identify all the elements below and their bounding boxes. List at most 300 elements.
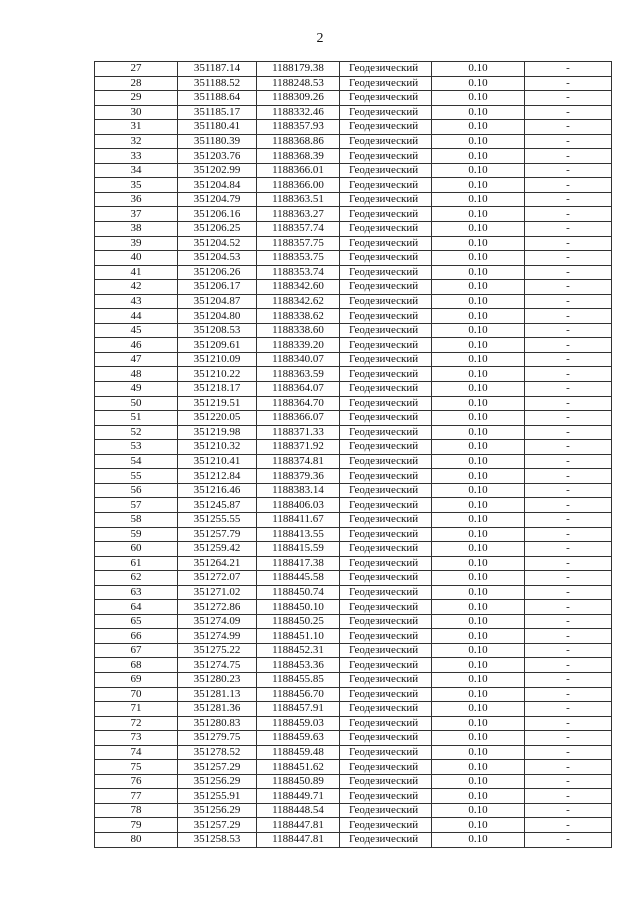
cell-accuracy: 0.10 [432,440,525,455]
cell-coord-x: 351255.91 [178,789,257,804]
cell-method: Геодезический [340,789,432,804]
cell-coord-x: 351256.29 [178,774,257,789]
cell-note: - [525,134,612,149]
cell-point-number: 71 [95,702,178,717]
cell-accuracy: 0.10 [432,338,525,353]
cell-coord-y: 1188449.71 [257,789,340,804]
table-row [95,527,612,542]
cell-note: - [525,309,612,324]
cell-point-number: 66 [95,629,178,644]
cell-accuracy: 0.10 [432,614,525,629]
table-row [95,803,612,818]
cell-point-number: 64 [95,600,178,615]
cell-point-number: 74 [95,745,178,760]
table-row [95,207,612,222]
cell-accuracy: 0.10 [432,643,525,658]
cell-coord-y: 1188366.07 [257,411,340,426]
cell-note: - [525,367,612,382]
cell-accuracy: 0.10 [432,251,525,266]
table-row [95,425,612,440]
cell-point-number: 38 [95,222,178,237]
cell-note: - [525,440,612,455]
table-row [95,745,612,760]
cell-coord-y: 1188459.48 [257,745,340,760]
cell-accuracy: 0.10 [432,542,525,557]
cell-method: Геодезический [340,338,432,353]
cell-method: Геодезический [340,251,432,266]
cell-accuracy: 0.10 [432,207,525,222]
table-row [95,294,612,309]
cell-method: Геодезический [340,134,432,149]
cell-accuracy: 0.10 [432,192,525,207]
cell-method: Геодезический [340,192,432,207]
cell-method: Геодезический [340,629,432,644]
cell-coord-y: 1188451.62 [257,760,340,775]
table-row [95,643,612,658]
cell-point-number: 50 [95,396,178,411]
cell-point-number: 55 [95,469,178,484]
cell-coord-x: 351272.86 [178,600,257,615]
cell-accuracy: 0.10 [432,396,525,411]
cell-coord-y: 1188179.38 [257,62,340,77]
cell-coord-y: 1188450.89 [257,774,340,789]
cell-accuracy: 0.10 [432,585,525,600]
table-row [95,556,612,571]
cell-note: - [525,498,612,513]
cell-method: Геодезический [340,571,432,586]
cell-accuracy: 0.10 [432,760,525,775]
cell-point-number: 27 [95,62,178,77]
cell-coord-y: 1188338.62 [257,309,340,324]
cell-note: - [525,149,612,164]
cell-coord-y: 1188447.81 [257,818,340,833]
cell-note: - [525,352,612,367]
cell-accuracy: 0.10 [432,832,525,847]
cell-method: Геодезический [340,425,432,440]
cell-method: Геодезический [340,818,432,833]
cell-accuracy: 0.10 [432,280,525,295]
cell-method: Геодезический [340,280,432,295]
cell-point-number: 44 [95,309,178,324]
table-row [95,789,612,804]
table-row [95,192,612,207]
cell-point-number: 40 [95,251,178,266]
cell-note: - [525,702,612,717]
cell-method: Геодезический [340,512,432,527]
cell-accuracy: 0.10 [432,236,525,251]
cell-note: - [525,265,612,280]
cell-accuracy: 0.10 [432,309,525,324]
cell-accuracy: 0.10 [432,571,525,586]
table-row [95,149,612,164]
cell-accuracy: 0.10 [432,469,525,484]
cell-coord-x: 351209.61 [178,338,257,353]
cell-method: Геодезический [340,236,432,251]
cell-note: - [525,731,612,746]
cell-point-number: 30 [95,105,178,120]
cell-method: Геодезический [340,469,432,484]
cell-note: - [525,192,612,207]
cell-point-number: 75 [95,760,178,775]
cell-method: Геодезический [340,600,432,615]
cell-accuracy: 0.10 [432,731,525,746]
table-row [95,440,612,455]
cell-note: - [525,527,612,542]
cell-coord-x: 351279.75 [178,731,257,746]
table-row [95,265,612,280]
cell-point-number: 76 [95,774,178,789]
cell-note: - [525,745,612,760]
table-row [95,672,612,687]
cell-coord-x: 351274.75 [178,658,257,673]
cell-coord-x: 351281.13 [178,687,257,702]
cell-accuracy: 0.10 [432,803,525,818]
cell-accuracy: 0.10 [432,745,525,760]
cell-point-number: 43 [95,294,178,309]
cell-note: - [525,425,612,440]
cell-coord-x: 351180.39 [178,134,257,149]
table-row [95,396,612,411]
cell-method: Геодезический [340,352,432,367]
cell-point-number: 78 [95,803,178,818]
cell-accuracy: 0.10 [432,672,525,687]
cell-coord-x: 351203.76 [178,149,257,164]
cell-coord-y: 1188452.31 [257,643,340,658]
cell-method: Геодезический [340,323,432,338]
cell-coord-y: 1188364.07 [257,382,340,397]
cell-coord-y: 1188338.60 [257,323,340,338]
cell-accuracy: 0.10 [432,716,525,731]
cell-coord-y: 1188383.14 [257,483,340,498]
cell-note: - [525,62,612,77]
cell-point-number: 28 [95,76,178,91]
cell-coord-x: 351216.46 [178,483,257,498]
cell-coord-x: 351274.09 [178,614,257,629]
table-row [95,323,612,338]
cell-coord-x: 351210.22 [178,367,257,382]
cell-coord-x: 351271.02 [178,585,257,600]
table-row [95,222,612,237]
cell-point-number: 31 [95,120,178,135]
cell-point-number: 49 [95,382,178,397]
cell-coord-y: 1188406.03 [257,498,340,513]
cell-method: Геодезический [340,163,432,178]
cell-coord-x: 351220.05 [178,411,257,426]
table-row [95,702,612,717]
cell-note: - [525,454,612,469]
cell-accuracy: 0.10 [432,498,525,513]
cell-accuracy: 0.10 [432,483,525,498]
cell-note: - [525,687,612,702]
cell-coord-y: 1188357.74 [257,222,340,237]
cell-coord-x: 351258.53 [178,832,257,847]
cell-coord-y: 1188357.75 [257,236,340,251]
cell-method: Геодезический [340,556,432,571]
cell-note: - [525,294,612,309]
cell-note: - [525,614,612,629]
table-row [95,236,612,251]
table-row [95,251,612,266]
cell-point-number: 73 [95,731,178,746]
cell-accuracy: 0.10 [432,76,525,91]
cell-point-number: 62 [95,571,178,586]
cell-accuracy: 0.10 [432,454,525,469]
cell-method: Геодезический [340,527,432,542]
cell-coord-y: 1188445.58 [257,571,340,586]
cell-accuracy: 0.10 [432,105,525,120]
cell-note: - [525,76,612,91]
cell-coord-x: 351204.52 [178,236,257,251]
table-row [95,411,612,426]
cell-point-number: 57 [95,498,178,513]
table-row [95,512,612,527]
cell-note: - [525,512,612,527]
cell-note: - [525,600,612,615]
cell-method: Геодезический [340,309,432,324]
cell-accuracy: 0.10 [432,687,525,702]
table-row [95,338,612,353]
cell-coord-x: 351204.53 [178,251,257,266]
cell-accuracy: 0.10 [432,629,525,644]
cell-coord-x: 351257.79 [178,527,257,542]
cell-point-number: 70 [95,687,178,702]
cell-method: Геодезический [340,585,432,600]
cell-point-number: 63 [95,585,178,600]
cell-coord-x: 351274.99 [178,629,257,644]
table-row [95,352,612,367]
cell-method: Геодезический [340,382,432,397]
cell-accuracy: 0.10 [432,222,525,237]
cell-coord-x: 351206.26 [178,265,257,280]
cell-coord-y: 1188455.85 [257,672,340,687]
cell-point-number: 53 [95,440,178,455]
cell-accuracy: 0.10 [432,382,525,397]
table-row [95,571,612,586]
cell-note: - [525,396,612,411]
cell-note: - [525,643,612,658]
cell-accuracy: 0.10 [432,62,525,77]
cell-coord-y: 1188342.60 [257,280,340,295]
cell-method: Геодезический [340,745,432,760]
cell-coord-y: 1188448.54 [257,803,340,818]
cell-note: - [525,207,612,222]
cell-point-number: 47 [95,352,178,367]
table-row [95,731,612,746]
cell-coord-x: 351202.99 [178,163,257,178]
cell-accuracy: 0.10 [432,265,525,280]
cell-point-number: 58 [95,512,178,527]
table-row [95,178,612,193]
cell-coord-x: 351280.23 [178,672,257,687]
cell-coord-y: 1188456.70 [257,687,340,702]
table-row [95,120,612,135]
cell-coord-y: 1188450.25 [257,614,340,629]
cell-coord-x: 351257.29 [178,760,257,775]
cell-point-number: 34 [95,163,178,178]
cell-method: Геодезический [340,149,432,164]
cell-method: Геодезический [340,440,432,455]
cell-accuracy: 0.10 [432,178,525,193]
table-row [95,585,612,600]
cell-note: - [525,105,612,120]
table-row [95,62,612,77]
cell-coord-y: 1188368.86 [257,134,340,149]
cell-note: - [525,571,612,586]
cell-coord-x: 351210.41 [178,454,257,469]
cell-accuracy: 0.10 [432,411,525,426]
cell-note: - [525,803,612,818]
cell-note: - [525,251,612,266]
cell-method: Геодезический [340,702,432,717]
cell-coord-x: 351188.64 [178,91,257,106]
cell-coord-x: 351206.25 [178,222,257,237]
cell-method: Геодезический [340,803,432,818]
cell-coord-y: 1188342.62 [257,294,340,309]
cell-accuracy: 0.10 [432,789,525,804]
cell-point-number: 37 [95,207,178,222]
cell-accuracy: 0.10 [432,425,525,440]
cell-coord-x: 351219.51 [178,396,257,411]
cell-point-number: 80 [95,832,178,847]
cell-method: Геодезический [340,178,432,193]
cell-coord-x: 351204.79 [178,192,257,207]
cell-coord-y: 1188417.38 [257,556,340,571]
coordinates-table [94,61,612,848]
cell-method: Геодезический [340,643,432,658]
cell-note: - [525,658,612,673]
cell-method: Геодезический [340,76,432,91]
cell-coord-y: 1188357.93 [257,120,340,135]
table-row [95,382,612,397]
cell-coord-x: 351264.21 [178,556,257,571]
cell-note: - [525,818,612,833]
cell-coord-y: 1188368.39 [257,149,340,164]
table-row [95,774,612,789]
cell-coord-x: 351278.52 [178,745,257,760]
cell-point-number: 36 [95,192,178,207]
cell-coord-x: 351259.42 [178,542,257,557]
cell-coord-x: 351206.16 [178,207,257,222]
cell-point-number: 45 [95,323,178,338]
table-row [95,454,612,469]
cell-coord-y: 1188363.59 [257,367,340,382]
cell-coord-y: 1188364.70 [257,396,340,411]
cell-method: Геодезический [340,207,432,222]
cell-accuracy: 0.10 [432,367,525,382]
cell-point-number: 52 [95,425,178,440]
cell-method: Геодезический [340,716,432,731]
cell-method: Геодезический [340,832,432,847]
table-row [95,600,612,615]
table-row [95,658,612,673]
cell-note: - [525,469,612,484]
cell-note: - [525,542,612,557]
cell-note: - [525,760,612,775]
cell-coord-y: 1188366.01 [257,163,340,178]
cell-accuracy: 0.10 [432,658,525,673]
cell-point-number: 42 [95,280,178,295]
cell-coord-x: 351204.87 [178,294,257,309]
cell-coord-y: 1188451.10 [257,629,340,644]
cell-accuracy: 0.10 [432,527,525,542]
cell-point-number: 77 [95,789,178,804]
table-row [95,498,612,513]
cell-coord-x: 351185.17 [178,105,257,120]
cell-coord-x: 351255.55 [178,512,257,527]
cell-method: Геодезический [340,498,432,513]
cell-note: - [525,178,612,193]
table-row [95,367,612,382]
cell-coord-y: 1188459.63 [257,731,340,746]
table-row [95,105,612,120]
cell-coord-y: 1188340.07 [257,352,340,367]
cell-coord-y: 1188363.27 [257,207,340,222]
cell-accuracy: 0.10 [432,149,525,164]
cell-note: - [525,120,612,135]
cell-method: Геодезический [340,294,432,309]
cell-coord-y: 1188309.26 [257,91,340,106]
cell-coord-y: 1188415.59 [257,542,340,557]
cell-coord-y: 1188363.51 [257,192,340,207]
table-row [95,832,612,847]
cell-point-number: 41 [95,265,178,280]
cell-coord-y: 1188453.36 [257,658,340,673]
table-row [95,629,612,644]
table-row [95,818,612,833]
cell-coord-x: 351257.29 [178,818,257,833]
cell-method: Геодезический [340,774,432,789]
cell-coord-x: 351187.14 [178,62,257,77]
cell-note: - [525,629,612,644]
cell-coord-y: 1188371.33 [257,425,340,440]
cell-accuracy: 0.10 [432,512,525,527]
page-number: 2 [316,31,324,46]
cell-method: Геодезический [340,614,432,629]
cell-accuracy: 0.10 [432,774,525,789]
cell-coord-y: 1188374.81 [257,454,340,469]
cell-accuracy: 0.10 [432,352,525,367]
cell-point-number: 46 [95,338,178,353]
cell-coord-y: 1188248.53 [257,76,340,91]
cell-point-number: 56 [95,483,178,498]
cell-coord-y: 1188457.91 [257,702,340,717]
table-row [95,163,612,178]
cell-point-number: 32 [95,134,178,149]
table-row [95,309,612,324]
cell-point-number: 69 [95,672,178,687]
cell-note: - [525,280,612,295]
cell-point-number: 65 [95,614,178,629]
cell-method: Геодезический [340,658,432,673]
cell-point-number: 48 [95,367,178,382]
cell-method: Геодезический [340,454,432,469]
cell-accuracy: 0.10 [432,600,525,615]
cell-point-number: 29 [95,91,178,106]
cell-coord-y: 1188353.74 [257,265,340,280]
table-row [95,483,612,498]
cell-coord-x: 351219.98 [178,425,257,440]
cell-point-number: 51 [95,411,178,426]
cell-coord-y: 1188371.92 [257,440,340,455]
cell-coord-x: 351188.52 [178,76,257,91]
cell-method: Геодезический [340,483,432,498]
cell-accuracy: 0.10 [432,556,525,571]
cell-coord-y: 1188447.81 [257,832,340,847]
cell-coord-x: 351256.29 [178,803,257,818]
cell-coord-x: 351210.09 [178,352,257,367]
cell-coord-y: 1188339.20 [257,338,340,353]
cell-point-number: 60 [95,542,178,557]
